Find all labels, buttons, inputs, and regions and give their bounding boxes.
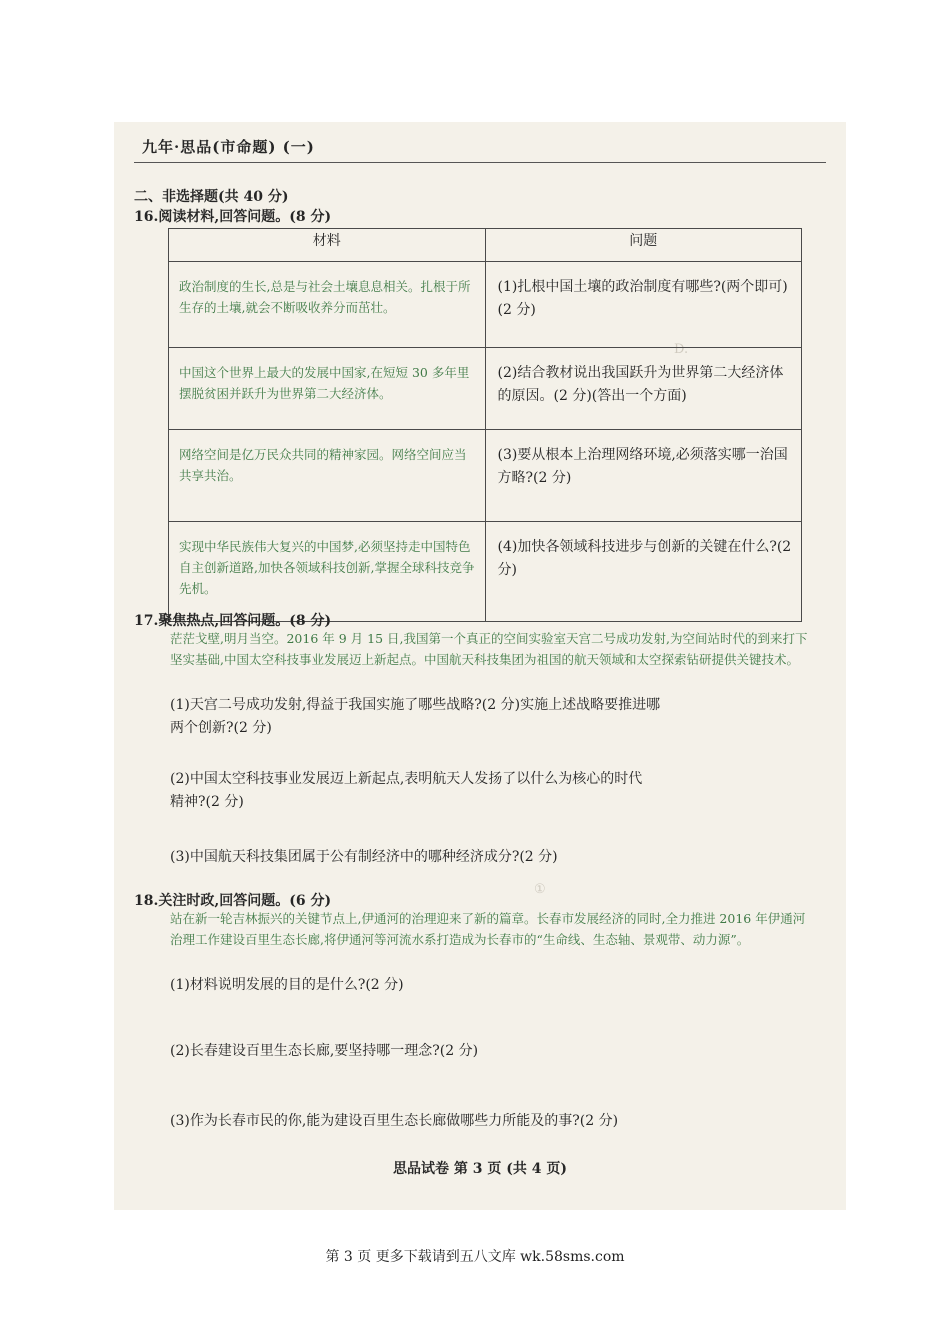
- q18-sub1: (1)材料说明发展的目的是什么?(2 分): [170, 977, 404, 993]
- scanned-exam-page: [114, 122, 846, 1210]
- page-header-title: 九年·思品(市命题) (一): [142, 138, 315, 156]
- material-cell: 实现中华民族伟大复兴的中国梦,必须坚持走中国特色自主创新道路,加快各领域科技创新,掌握全球科技竞争先机。: [169, 522, 486, 622]
- q18-title: 18.关注时政,回答问题。(6 分): [134, 893, 332, 909]
- question-cell: (1)扎根中国土壤的政治制度有哪些?(两个即可)(2 分): [485, 262, 802, 348]
- q18-material: 站在新一轮吉林振兴的关键节点上,伊通河的治理迎来了新的篇章。长春市发展经济的同时,全力推进 2016 年伊通河治理工作建设百里生态长廊,将伊通河等河流水系打造成为长春市的“生命线、生态轴、景观带、动力源”。: [170, 911, 806, 947]
- q17-sub1-line2: 两个创新?(2 分): [170, 720, 272, 736]
- bleed-through-text: ①: [534, 882, 546, 897]
- table-row: [169, 348, 802, 430]
- bleed-through-text: D.: [674, 342, 689, 357]
- q17-sub2-line2: 精神?(2 分): [170, 794, 244, 810]
- table-header-material: 材料: [169, 229, 486, 262]
- q17-sub1-line1: (1)天宫二号成功发射,得益于我国实施了哪些战略?(2 分)实施上述战略要推进哪: [170, 697, 661, 713]
- page-footer: 思品试卷 第 3 页 (共 4 页): [393, 1161, 567, 1177]
- table-row: [169, 522, 802, 622]
- table-row: [169, 262, 802, 348]
- q16-title: 16.阅读材料,回答问题。(8 分): [134, 209, 332, 225]
- header-rule: [134, 162, 826, 163]
- question-cell: (2)结合教材说出我国跃升为世界第二大经济体的原因。(2 分)(答出一个方面): [485, 348, 802, 430]
- download-watermark: 第 3 页 更多下载请到五八文库 wk.58sms.com: [325, 1249, 625, 1265]
- material-cell: 政治制度的生长,总是与社会土壤息息相关。扎根于所生存的土壤,就会不断吸收养分而茁壮。: [169, 262, 486, 348]
- q17-sub2-line1: (2)中国太空科技事业发展迈上新起点,表明航天人发扬了以什么为核心的时代: [170, 771, 643, 787]
- question-cell: (4)加快各领域科技进步与创新的关键在什么?(2 分): [485, 522, 802, 622]
- section-title: 二、非选择题(共 40 分): [134, 189, 289, 205]
- table-row: [169, 430, 802, 522]
- q17-sub3: (3)中国航天科技集团属于公有制经济中的哪种经济成分?(2 分): [170, 849, 558, 865]
- q16-material-table: [168, 228, 802, 622]
- question-cell: (3)要从根本上治理网络环境,必须落实哪一治国方略?(2 分): [485, 430, 802, 522]
- q18-sub3: (3)作为长春市民的你,能为建设百里生态长廊做哪些力所能及的事?(2 分): [170, 1113, 619, 1129]
- material-cell: 网络空间是亿万民众共同的精神家园。网络空间应当共享共治。: [169, 430, 486, 522]
- q18-sub2: (2)长春建设百里生态长廊,要坚持哪一理念?(2 分): [170, 1043, 479, 1059]
- table-header-question: 问题: [485, 229, 802, 262]
- q17-title: 17.聚焦热点,回答问题。(8 分): [134, 613, 332, 629]
- material-cell: 中国这个世界上最大的发展中国家,在短短 30 多年里摆脱贫困并跃升为世界第二大经济体。: [169, 348, 486, 430]
- q17-material: 茫茫戈壁,明月当空。2016 年 9 月 15 日,我国第一个真正的空间实验室天宫二号成功发射,为空间站时代的到来打下坚实基础,中国太空科技事业发展迈上新起点。中国航天科技集团为祖国的航天领域和太空探索钻研提供关键技术。: [170, 631, 808, 667]
